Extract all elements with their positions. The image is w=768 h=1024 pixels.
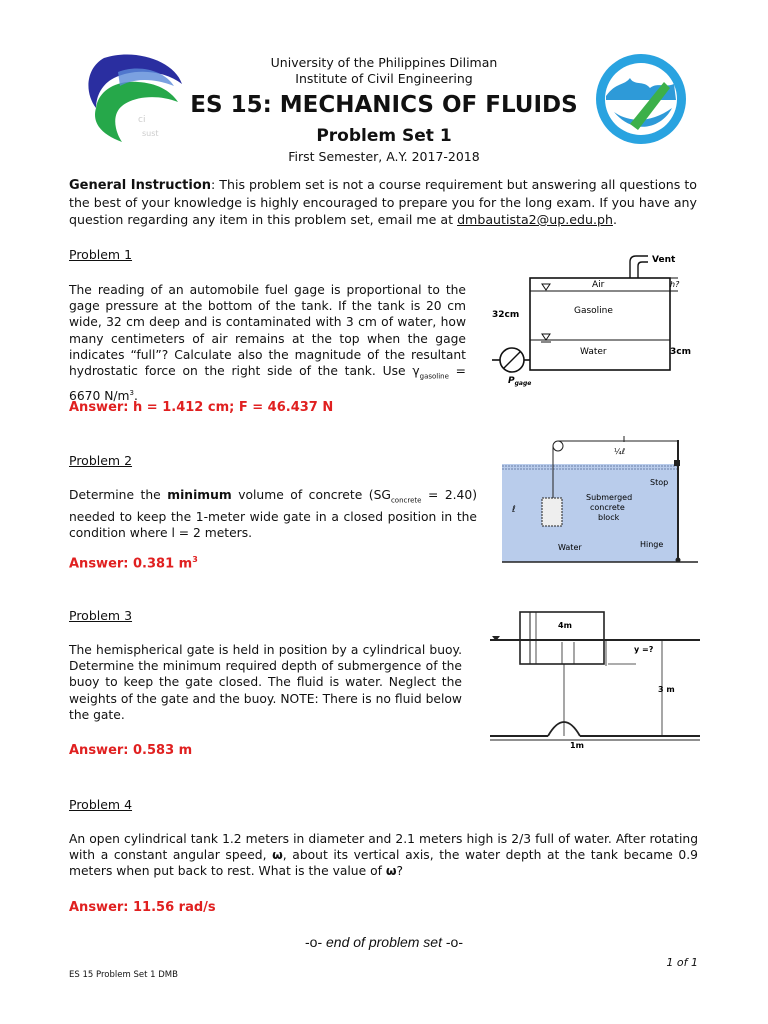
footer-text: ES 15 Problem Set 1 DMB [69,970,178,980]
problem-4-answer: Answer: 11.56 rad/s [69,900,216,915]
l-label: ℓ [512,505,516,515]
problem-1-title: Problem 1 [69,247,133,262]
block-label-3: block [598,513,620,522]
hinge-label: Hinge [640,540,664,549]
gasoline-label: Gasoline [574,306,613,316]
semester-label: First Semester, A.Y. 2017-2018 [288,149,480,164]
university-name: University of the Philippines Diliman [270,55,498,70]
page-number: 1 of 1 [666,956,698,969]
problem-3-text: The hemispherical gate is held in position by a cylindrical buoy. Determine the minimum required depth of submergence of the buoy to keep the gate closed. The fluid is water. Neglect the weights of the gate and the buoy. NOTE: There is no fluid below the gate. [69,643,462,722]
h-label: h? [670,280,680,289]
svg-text:ci: ci [138,115,146,125]
end-of-set: -o- end of problem set -o- [305,934,463,950]
air-label: Air [592,280,605,290]
water-label: Water [580,347,607,357]
gage-label: $P_{gage}$ [508,376,532,387]
problem-1-figure [486,250,700,390]
problem-2-title: Problem 2 [69,453,133,468]
problem-3-answer: Answer: 0.583 m [69,743,193,758]
problem-3-title: Problem 3 [69,608,133,623]
one-m-label: 1m [570,741,584,750]
block-label-2: concrete [590,503,625,512]
depth-label: 32cm [492,310,520,320]
problem-1-answer: Answer: h = 1.412 cm; F = 46.437 N [69,400,334,415]
vent-label: Vent [652,255,676,265]
problem-2-text: Determine the minimum volume of concrete $(SG_{concrete} = 2.40)$ needed to keep the 1-meter wide gate in a closed position in the condition where l = 2 meters. [69,488,477,540]
block-label-1: Submerged [586,493,633,502]
problem-3-figure [486,608,702,752]
general-instruction: General Instruction: This problem set is not a course requirement but answering all questions to the best of your knowledge is highly encouraged to prepare you for the long exam. If you have any question regarding any item in this problem set, email me at dmbautista2@up.edu.ph. [69,177,697,227]
institute-name: Institute of Civil Engineering [295,71,473,86]
four-m-label: 4m [558,621,572,630]
problem-2-figure [502,436,698,572]
y-label: y =? [634,645,654,654]
problem-set-title: Problem Set 1 [316,126,452,146]
email-link[interactable]: dmbautista2@up.edu.ph [457,212,613,227]
stop-label: Stop [650,478,669,487]
problem-4-title: Problem 4 [69,797,133,812]
instruction-label: General Instruction [69,178,212,193]
water-label-2: Water [558,543,582,552]
water-depth-label: 3cm [670,347,691,357]
problem-1-text: The reading of an automobile fuel gage is proportional to the gage pressure at the bottom of the tank. If the tank is 20 cm wide, 32 cm deep and is contaminated with 3 cm of water, how many centimeters of air remains at the top when the gage indicates “full”? Calculate also the magnitude of the resultant hydrostatic force on the right side of the tank. Use $\gamma_{gasoline} = 6670$ $N/m^3$. [69,283,466,403]
quarter-l-label: ¼ℓ [614,447,626,456]
problem-2-answer: Answer: 0.381 $m^3$ [69,555,198,572]
course-title: ES 15: MECHANICS OF FLUIDS [190,92,578,118]
svg-text:sust: sust [142,129,159,138]
three-m-label: 3 m [658,685,675,694]
problem-4-text: An open cylindrical tank 1.2 meters in diameter and 2.1 meters high is 2/3 full of water. After rotating with a constant angular speed, ω, about its vertical axis, the water depth at the tank became 0.9 meters when put back to rest. What is the value of ω? [69,832,698,879]
